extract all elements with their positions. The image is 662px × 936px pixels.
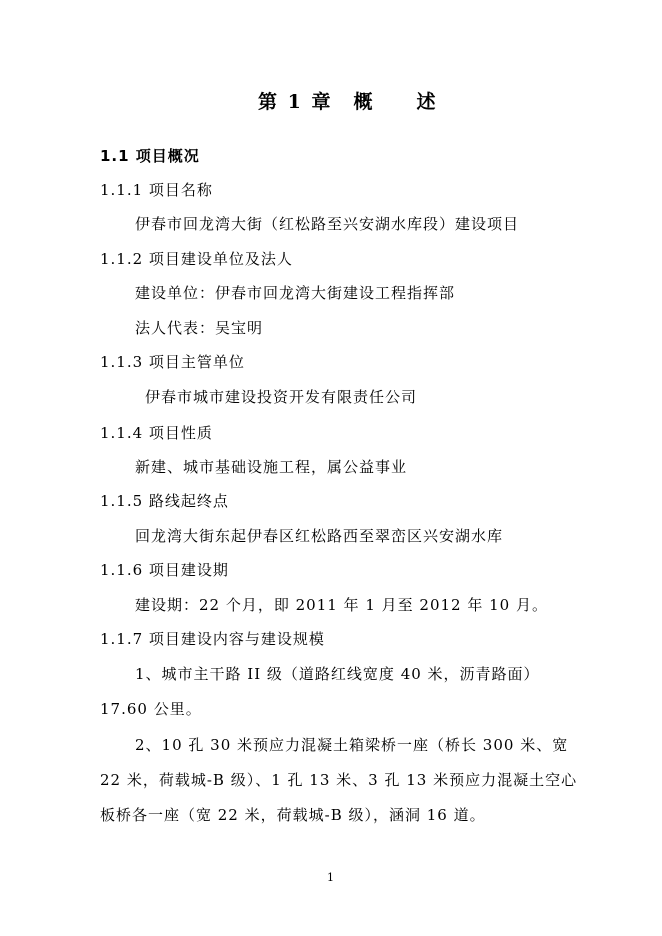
item-text: 新建、城市基础设施工程，属公益事业 <box>135 458 408 476</box>
item-heading: 1.1.1 项目名称 <box>100 181 213 199</box>
item-text: 伊春市城市建设投资开发有限责任公司 <box>145 388 418 406</box>
item-text: 2、10 孔 30 米预应力混凝土箱梁桥一座（桥长 300 米、宽 <box>135 736 569 754</box>
item-text: 板桥各一座（宽 22 米，荷载城-B 级），涵洞 16 道。 <box>100 806 486 824</box>
item-text: 伊春市回龙湾大街（红松路至兴安湖水库段）建设项目 <box>135 215 520 233</box>
item-heading: 1.1.5 路线起终点 <box>100 492 229 510</box>
chapter-title: 第 1 章 概 述 <box>258 91 438 113</box>
item-heading: 1.1.3 项目主管单位 <box>100 353 245 371</box>
page-number: 1 <box>327 871 334 884</box>
item-text: 回龙湾大街东起伊春区红松路西至翠峦区兴安湖水库 <box>135 527 504 545</box>
item-text: 17.60 公里。 <box>100 700 202 718</box>
item-heading: 1.1.6 项目建设期 <box>100 561 229 579</box>
item-heading: 1.1.4 项目性质 <box>100 424 213 442</box>
item-heading: 1.1.2 项目建设单位及法人 <box>100 250 293 268</box>
item-text: 建设单位：伊春市回龙湾大街建设工程指挥部 <box>135 284 456 302</box>
item-text: 建设期：22 个月，即 2011 年 1 月至 2012 年 10 月。 <box>135 596 548 614</box>
item-heading: 1.1.7 项目建设内容与建设规模 <box>100 630 325 648</box>
section-heading: 1.1 项目概况 <box>100 147 200 165</box>
item-text: 22 米，荷载城-B 级）、1 孔 13 米、3 孔 13 米预应力混凝土空心 <box>100 771 578 789</box>
item-text: 1、城市主干路 II 级（道路红线宽度 40 米，沥青路面） <box>135 665 540 683</box>
item-text: 法人代表：吴宝明 <box>135 319 264 337</box>
